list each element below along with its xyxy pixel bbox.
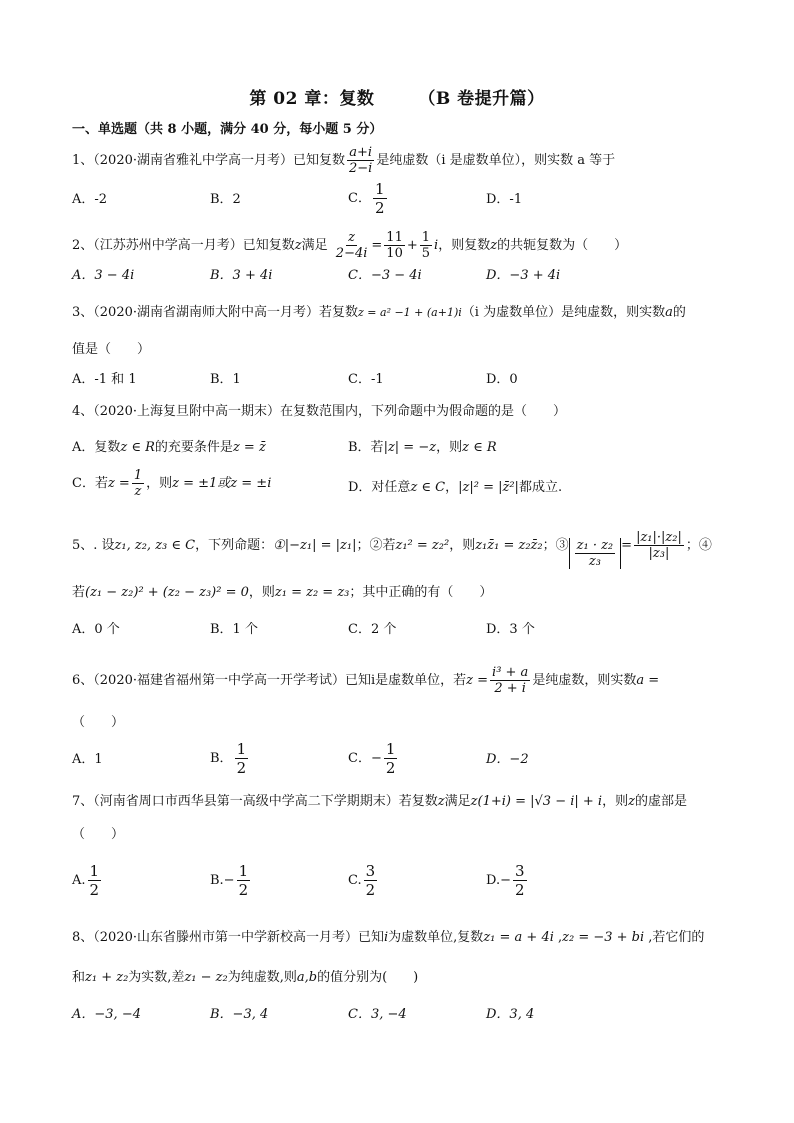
chapter-title: 第 02 章：复数 — [249, 89, 375, 109]
question-3-stem-cont: 值是（ ） — [72, 342, 151, 357]
q7-option-c[interactable]: C. $\frac{3}{2}$ — [348, 862, 376, 899]
q6-option-b[interactable]: B． $\frac{1}{2}$ — [210, 740, 247, 777]
q8-option-b[interactable]: B．−3, 4 — [210, 1007, 269, 1022]
question-5-stem: 5、. 设z₁, z₂, z₃ ∈ C，下列命题：①|−z₁| = |z₁|；②若z₁² = z₂²，则z₁z̄₁ = z₂z̄₂；③ $\frac{\text{z₁ · z₂}}{\text{z₃}}$ = $\frac{\text{|z₁|·|z₂|}}{\text{|z₃|}}$ ；④ — [72, 530, 712, 569]
q4-option-a[interactable]: A．复数z ∈ R的充要条件是z = z̄ — [72, 440, 266, 455]
q1-option-b[interactable]: B．2 — [210, 192, 241, 207]
question-5-stem-cont: 若(z₁ − z₂)² + (z₂ − z₃)² = 0，则z₁ = z₂ = z₃；其中正确的有（ ） — [72, 585, 493, 600]
q8-option-a[interactable]: A．−3, −4 — [72, 1007, 141, 1022]
question-2-stem: 2、（江苏苏州中学高一月考）已知复数z满足 $\frac{z}{2-4i}$ = $\frac{11}{10}$ + $\frac{1}{5}$ i，则复数z的共轭复数为（ ） — [72, 230, 628, 261]
q8-option-c[interactable]: C．3, −4 — [348, 1007, 407, 1022]
q5-option-a[interactable]: A．0 个 — [72, 622, 120, 637]
q2-option-c[interactable]: C．−3 − 4i — [348, 268, 422, 283]
q1-option-d[interactable]: D．-1 — [486, 192, 523, 207]
section-heading: 一、单选题（共 8 小题，满分 40 分，每小题 5 分） — [72, 122, 383, 137]
q6-option-a[interactable]: A．1 — [72, 752, 103, 767]
question-7-stem: 7、（河南省周口市西华县第一高级中学高二下学期期末）若复数z满足z(1+i) = |√3 − i| + i，则z的虚部是 — [72, 794, 687, 809]
q7-option-d[interactable]: D.− $\frac{3}{2}$ — [486, 862, 525, 899]
q5-option-d[interactable]: D．3 个 — [486, 622, 535, 637]
q7-option-a[interactable]: A. $\frac{1}{2}$ — [72, 862, 100, 899]
question-8-stem: 8、（2020·山东省滕州市第一中学新校高一月考）已知i为虚数单位,复数z₁ = a + 4i ,z₂ = −3 + bi ,若它们的 — [72, 930, 705, 945]
q6-option-d[interactable]: D．−2 — [486, 752, 529, 767]
q2-option-a[interactable]: A．3 − 4i — [72, 268, 135, 283]
volume-title: （B 卷提升篇） — [418, 89, 545, 109]
q4-option-d[interactable]: D．对任意z ∈ C，|z|² = |z̄²|都成立. — [348, 480, 563, 495]
q7-option-b[interactable]: B.− $\frac{1}{2}$ — [210, 862, 249, 899]
q1-option-a[interactable]: A．-2 — [72, 192, 108, 207]
question-1-stem: 1、（2020·湖南省雅礼中学高一月考）已知复数 $\frac{a+i}{2-i}$ 是纯虚数（i 是虚数单位），则实数 a 等于 — [72, 145, 616, 176]
question-8-stem-cont: 和z₁ + z₂为实数,差z₁ − z₂为纯虚数,则a,b的值分别为( ) — [72, 970, 419, 985]
question-6-stem-cont: （ ） — [72, 715, 125, 730]
q2-option-d[interactable]: D．−3 + 4i — [486, 268, 561, 283]
q2-option-b[interactable]: B．3 + 4i — [210, 268, 273, 283]
question-4-stem: 4、（2020·上海复旦附中高一期末）在复数范围内，下列命题中为假命题的是（ ） — [72, 404, 566, 419]
q3-option-c[interactable]: C．-1 — [348, 372, 384, 387]
q4-option-b[interactable]: B．若|z| = −z，则z ∈ R — [348, 440, 497, 455]
q5-option-c[interactable]: C．2 个 — [348, 622, 397, 637]
q3-option-a[interactable]: A．-1 和 1 — [72, 372, 137, 387]
q5-option-b[interactable]: B．1 个 — [210, 622, 258, 637]
page-title — [0, 84, 794, 109]
question-7-stem-cont: （ ） — [72, 827, 125, 842]
q1-fraction: $\frac{a+i}{2-i}$ — [349, 145, 373, 176]
q4-option-c[interactable]: C．若z = $\frac{1}{z}$ ，则z = ±1或z = ±i — [72, 468, 272, 499]
q3-option-b[interactable]: B．1 — [210, 372, 241, 387]
question-6-stem: 6、（2020·福建省福州第一中学高一开学考试）已知i是虚数单位，若z = $\frac{\text{i³ + a}}{2 + i}$ 是纯虚数，则实数a = — [72, 665, 660, 696]
q1-option-c[interactable]: C． $\frac{1}{2}$ — [348, 180, 385, 217]
q3-option-d[interactable]: D．0 — [486, 372, 518, 387]
q8-option-d[interactable]: D．3, 4 — [486, 1007, 535, 1022]
question-3-stem: 3、（2020·湖南省湖南师大附中高一月考）若复数z = a² −1 + (a+1)i（i 为虚数单位）是纯虚数，则实数a的 — [72, 305, 686, 320]
q6-option-c[interactable]: C．− $\frac{1}{2}$ — [348, 740, 396, 777]
